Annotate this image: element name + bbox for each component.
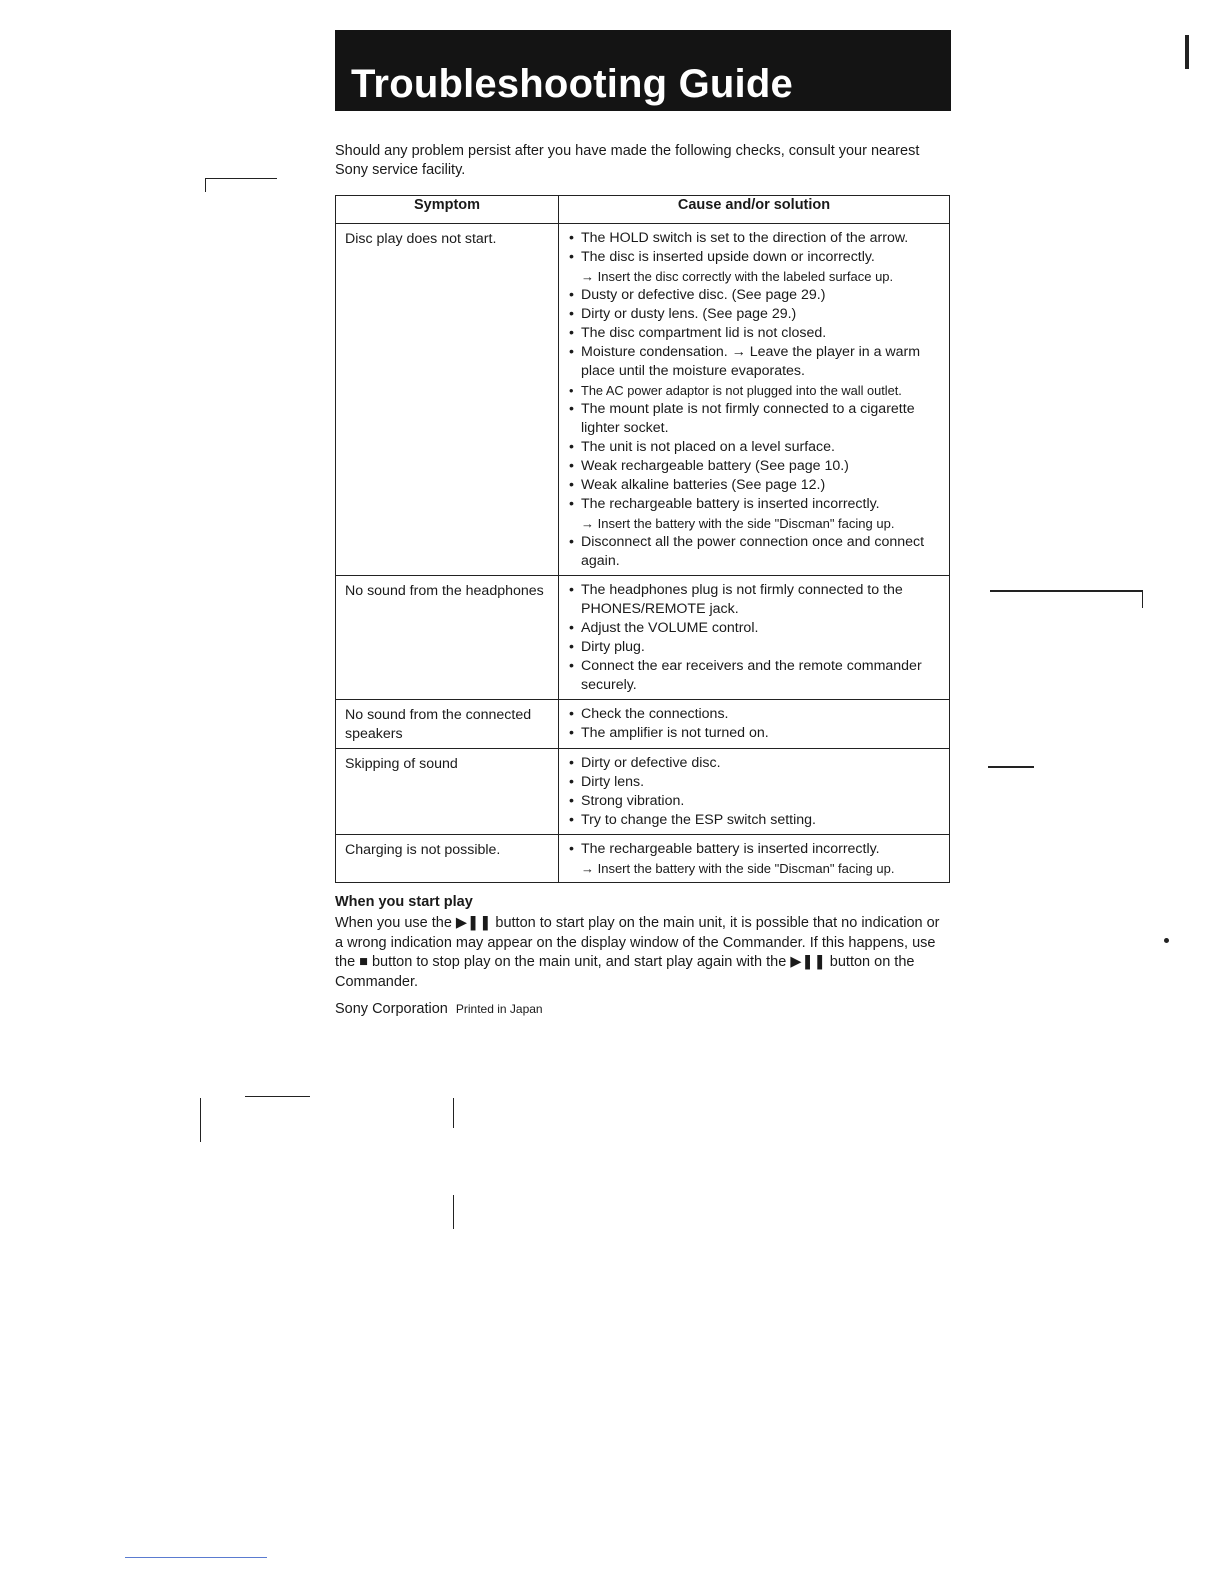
scan-mark (453, 1098, 454, 1128)
cause-item: • Adjust the VOLUME control. (567, 619, 945, 638)
cause-item: • Dusty or defective disc. (See page 29.) (567, 286, 945, 305)
cause-item: • The unit is not placed on a level surface. (567, 438, 945, 457)
note-heading: When you start play (335, 894, 473, 910)
cause-item: • The amplifier is not turned on. (567, 724, 945, 743)
table-row (336, 700, 950, 749)
table-row (336, 749, 950, 835)
cause-item: • The disc compartment lid is not closed. (567, 324, 945, 343)
cause-item: • Dirty lens. (567, 773, 945, 792)
scan-mark (1185, 35, 1189, 69)
footer-printed: Printed in Japan (455, 1002, 543, 1016)
cause-item: • Dirty plug. (567, 638, 945, 657)
note-body: When you use the ▶❚❚ button to start play on the main unit, it is possible that no indication or a wrong indication may appear on the display window of the Commander. If this happens, use the ■ button to stop play on the main unit, and start play again with the ▶❚❚ button on the Commander. (335, 915, 940, 990)
cause-cell (559, 749, 950, 835)
scan-mark (205, 178, 206, 192)
cause-cell (559, 576, 950, 700)
table-row (336, 835, 950, 883)
cause-cell (559, 835, 950, 883)
scan-mark (453, 1195, 454, 1229)
cause-item: • Disconnect all the power connection once and connect again. (567, 533, 945, 571)
symptom-cell: No sound from the connected speakers (336, 700, 559, 749)
cause-item: • Try to change the ESP switch setting. (567, 811, 945, 830)
header-cause: Cause and/or solution (559, 196, 950, 224)
cause-item: • The mount plate is not firmly connected to a cigarette lighter socket. (567, 400, 945, 438)
cause-item: • Check the connections. (567, 705, 945, 724)
cause-item: • The HOLD switch is set to the direction of the arrow. (567, 229, 945, 248)
cause-item: • Moisture condensation. → Leave the player in a warm place until the moisture evaporates. (567, 343, 945, 381)
cause-remedy: → Insert the battery with the side "Discman" facing up. (581, 861, 895, 876)
scan-mark (988, 766, 1034, 768)
symptom-cell: Charging is not possible. (336, 835, 559, 883)
cause-item: • The headphones plug is not firmly connected to the PHONES/REMOTE jack. (567, 581, 945, 619)
table-row (336, 576, 950, 700)
symptom-cell: Disc play does not start. (336, 224, 559, 576)
cause-cell (559, 700, 950, 749)
scan-mark (200, 1098, 201, 1142)
title-bar (335, 30, 951, 111)
cause-remedy: → Insert the battery with the side "Discman" facing up. (581, 516, 895, 531)
cause-item: • Weak alkaline batteries (See page 12.) (567, 476, 945, 495)
cause-item: • Strong vibration. (567, 792, 945, 811)
table-header-row (336, 196, 950, 224)
symptom-cell: Skipping of sound (336, 749, 559, 835)
bottom-rule (125, 1557, 267, 1558)
table-row (336, 224, 950, 576)
cause-item: • The AC power adaptor is not plugged into the wall outlet. (567, 381, 945, 400)
cause-item: • Dirty or dusty lens. (See page 29.) (567, 305, 945, 324)
scan-mark (1164, 938, 1169, 943)
cause-item: • Weak rechargeable battery (See page 10.) (567, 457, 945, 476)
cause-item: • The rechargeable battery is inserted incorrectly. (567, 840, 945, 859)
scan-mark (205, 178, 277, 179)
header-symptom: Symptom (336, 196, 559, 224)
scan-mark (245, 1096, 310, 1097)
intro-text: Should any problem persist after you have made the following checks, consult your nearest Sony service facility. (335, 143, 920, 178)
cause-item: • The rechargeable battery is inserted incorrectly. (567, 495, 945, 514)
symptom-cell: No sound from the headphones (336, 576, 559, 700)
troubleshooting-table (335, 195, 950, 883)
scan-mark (1142, 590, 1143, 608)
cause-cell (559, 224, 950, 576)
cause-remedy: → Insert the disc correctly with the labeled surface up. (581, 269, 894, 284)
footer (335, 1001, 543, 1017)
cause-item: • Connect the ear receivers and the remote commander securely. (567, 657, 945, 695)
cause-item: • Dirty or defective disc. (567, 754, 945, 773)
page-title: Troubleshooting Guide (351, 62, 793, 106)
scan-mark (990, 590, 1142, 592)
footer-company: Sony Corporation (335, 1001, 448, 1017)
cause-item: • The disc is inserted upside down or incorrectly. (567, 248, 945, 267)
